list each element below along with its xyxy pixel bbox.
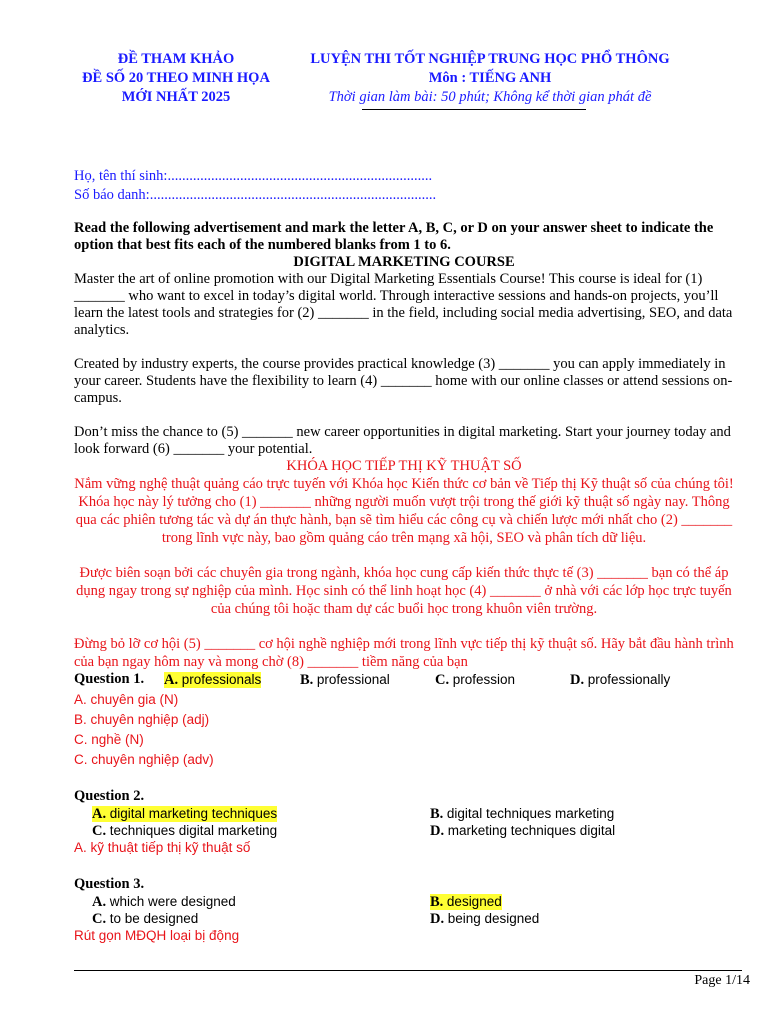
question-1-explanation bbox=[74, 690, 734, 770]
explanation-line: A. chuyên gia (N) bbox=[74, 692, 179, 707]
question-2-row-2 bbox=[74, 822, 734, 839]
explanation-line: B. chuyên nghiệp (adj) bbox=[74, 712, 210, 727]
exam-title: LUYỆN THI TỐT NGHIỆP TRUNG HỌC PHỔ THÔNG bbox=[310, 51, 670, 67]
translation-paragraph: Đừng bỏ lỡ cơ hội (5) _______ cơ hội nghề nghiệp mới trong lĩnh vực tiếp thị kỹ thuật số. Hãy bắt đầu hành trình của bạn ngay hôm nay và mong chờ (8) _______ tiềm năng của bạn bbox=[74, 636, 734, 670]
document-body bbox=[74, 220, 734, 944]
ad-paragraph: Don’t miss the chance to (5) _______ new career opportunities in digital marketing. Start your journey today and look forward (6) _______ your potential. bbox=[74, 424, 731, 457]
exam-header-right bbox=[290, 50, 690, 107]
student-info bbox=[74, 167, 436, 205]
question-2-option-c[interactable]: C. techniques digital marketing bbox=[92, 823, 278, 839]
translation-paragraph: Nắm vững nghệ thuật quảng cáo trực tuyến với Khóa học Kiến thức cơ bản về Tiếp thị Kỹ thuật số của chúng tôi! Khóa học này lý tưởng cho (1) _______ những người muốn vượt trội trong thế giới kỹ thuật số ngày nay. Thông qua các phiên tương tác và dự án thực hành, bạn sẽ tìm hiểu các công cụ và chiến lược mới nhất cho (2) _______ trong lĩnh vực này, bao gồm quảng cáo trên mạng xã hội, SEO và phân tích dữ liệu. bbox=[74, 476, 734, 546]
question-3-option-d[interactable]: D. being designed bbox=[430, 911, 540, 927]
explanation-line: C. chuyên nghiệp (adv) bbox=[74, 752, 214, 767]
translation-title: KHÓA HỌC TIẾP THỊ KỸ THUẬT SỐ bbox=[286, 458, 522, 474]
question-3-option-a[interactable]: A. which were designed bbox=[92, 894, 236, 910]
question-3-row-2 bbox=[74, 910, 734, 927]
question-2-option-a[interactable]: A. digital marketing techniques bbox=[92, 806, 278, 822]
question-3-option-c[interactable]: C. to be designed bbox=[92, 911, 199, 927]
question-1-row bbox=[74, 671, 734, 690]
question-3-explanation: Rút gọn MĐQH loại bị động bbox=[74, 928, 240, 943]
student-id-line: Số báo danh:............................................................................... bbox=[74, 187, 437, 203]
student-name-line: Họ, tên thí sinh:......................................................................... bbox=[74, 168, 433, 184]
question-2-option-d[interactable]: D. marketing techniques digital bbox=[430, 823, 616, 839]
exam-number-label: ĐỀ SỐ 20 THEO MINH HỌA bbox=[82, 70, 270, 86]
question-1-label: Question 1. bbox=[74, 671, 145, 687]
footer-divider bbox=[74, 970, 742, 971]
question-1-option-d[interactable]: D. professionally bbox=[570, 672, 671, 688]
exam-type-label: ĐỀ THAM KHẢO bbox=[117, 51, 235, 67]
question-1-option-c[interactable]: C. profession bbox=[435, 672, 516, 688]
ad-paragraph: Master the art of online promotion with our Digital Marketing Essentials Course! This course is ideal for (1) _______ who want to excel in today’s digital world. Through interactive sessions and hands-on projects, you’ll learn the latest tools and strategies for (2) _______ in the field, including social media advertising, SEO, and data analytics. bbox=[74, 271, 733, 338]
ad-paragraph: Created by industry experts, the course provides practical knowledge (3) _______ you can apply immediately in your career. Students have the flexibility to learn (4) _______ home with our online classes or attend sessions on-campus. bbox=[74, 356, 733, 406]
reading-instruction: Read the following advertisement and mark the letter A, B, C, or D on your answer sheet to indicate the option that best fits each of the numbered blanks from 1 to 6. bbox=[74, 220, 714, 253]
question-2-row-1 bbox=[74, 805, 734, 822]
exam-year-label: MỚI NHẤT 2025 bbox=[121, 89, 231, 105]
question-1-option-a[interactable]: A. professionals bbox=[164, 672, 262, 688]
question-2-label: Question 2. bbox=[74, 788, 145, 804]
page-number: Page 1/14 bbox=[694, 973, 750, 988]
translation-paragraph: Được biên soạn bởi các chuyên gia trong ngành, khóa học cung cấp kiến thức thực tế (3) _______ bạn có thể áp dụng ngay trong sự nghiệp của mình. Học sinh có thể linh hoạt học (4) _______ ở nhà với các lớp học trực tuyến của chúng tôi hoặc tham dự các buổi học trong khuôn viên trường. bbox=[76, 565, 732, 617]
exam-time: Thời gian làm bài: 50 phút; Không kể thời gian phát đề bbox=[328, 89, 652, 105]
question-2-option-b[interactable]: B. digital techniques marketing bbox=[430, 806, 615, 822]
advertisement-title: DIGITAL MARKETING COURSE bbox=[293, 254, 515, 270]
exam-header-left bbox=[66, 50, 286, 107]
question-3-option-b[interactable]: B. designed bbox=[430, 894, 502, 910]
question-3-row-1 bbox=[74, 893, 734, 910]
header-divider bbox=[362, 109, 586, 110]
question-2-explanation: A. kỹ thuật tiếp thị kỹ thuật số bbox=[74, 840, 251, 855]
explanation-line: C. nghề (N) bbox=[74, 732, 144, 747]
question-3-label: Question 3. bbox=[74, 876, 145, 892]
exam-subject: Môn : TIẾNG ANH bbox=[428, 70, 552, 86]
question-1-option-b[interactable]: B. professional bbox=[300, 672, 390, 688]
